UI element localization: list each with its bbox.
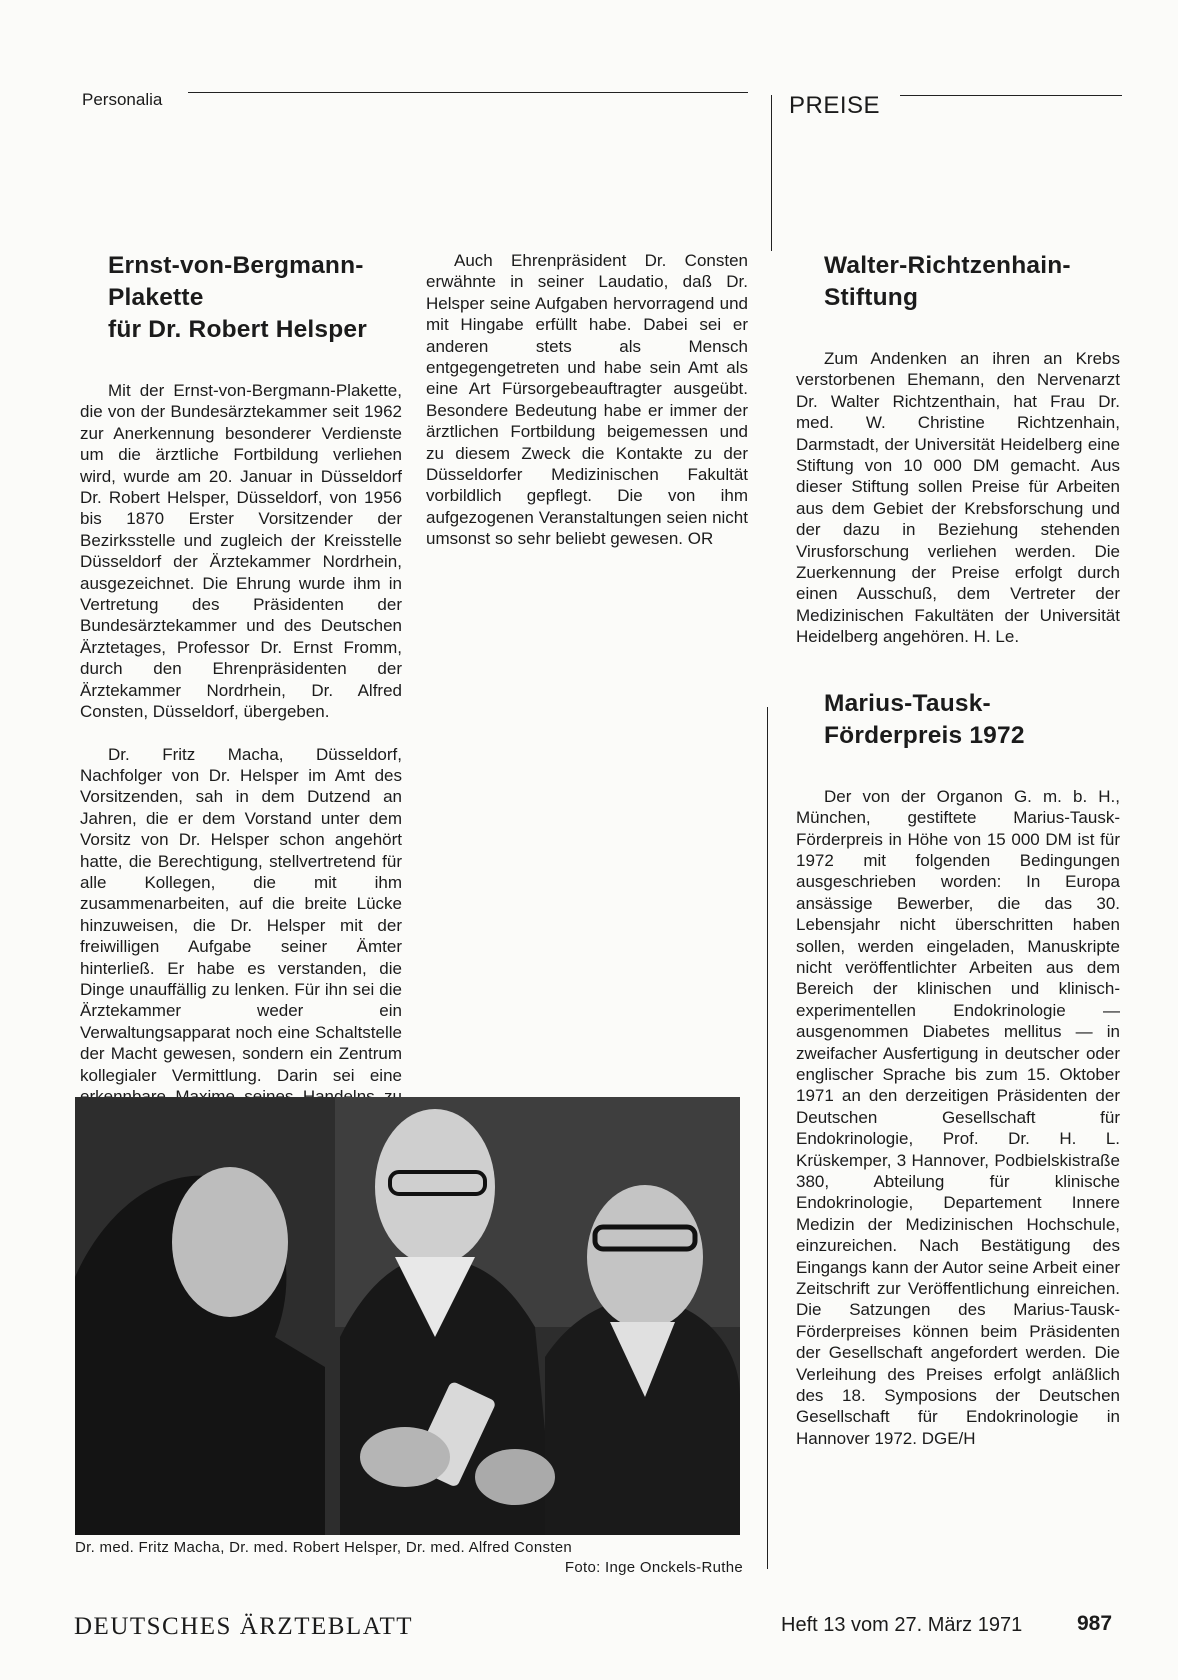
photo-credit: Foto: Inge Onckels-Ruthe xyxy=(564,1559,743,1576)
journal-name: DEUTSCHES ÄRZTEBLATT xyxy=(74,1613,414,1640)
category-label: PREISE xyxy=(789,92,881,119)
section-label: Personalia xyxy=(82,90,163,109)
article-tausk-title xyxy=(824,688,1120,752)
title-line: Förderpreis 1972 xyxy=(824,721,1025,749)
title-line: für Dr. Robert Helsper xyxy=(108,316,367,343)
title-line: Ernst-von-Bergmann- xyxy=(108,252,364,279)
issue-info: Heft 13 vom 27. März 1971 xyxy=(781,1614,1023,1636)
article-tausk-body: Der von der Organon G. m. b. H., München, gestiftete Marius-Tausk-Förderpreis in Höhe von 15 000 DM ist für 1972 mit folgenden Bedingungen ausgeschrieben worden: In Europa ansässige Bewerber, die das 30. Lebensjahr nicht überschritten haben sollen, werden eingeladen, Manuskripte nicht veröffentlichter Arbeiten aus dem Bereich der klinischen und klinisch-experimentellen Endokrinologie — ausgenommen Diabetes mellitus — in zweifacher Ausfertigung in deutscher oder englischer Sprache bis zum 15. Oktober 1971 an den derzeitigen Präsidenten der Deutschen Gesellschaft für Endokrinologie, Prof. Dr. H. L. Krüskemper, 3 Hannover, Podbielskistraße 380, Abteilung für klinische Endokrinologie, Departement Innere Medizin der Medizinischen Hochschule, einzureichen. Nach Bestätigung des Eingangs kann der Autor seine Arbeit einer Zeitschrift zur Veröffentlichung einreichen. Die Satzungen des Marius-Tausk-Förderpreises können beim Präsidenten der Gesellschaft angefordert werden. Die Verleihung des Preises erfolgt anläßlich des 18. Symposions der Deutschen Gesellschaft für Endokrinologie in Hannover 1972. DGE/H xyxy=(796,786,1120,1448)
article-bergmann-col2 xyxy=(426,250,748,571)
header-rule-right xyxy=(900,95,1122,96)
photo-caption-names: Dr. med. Fritz Macha, Dr. med. Robert Helsper, Dr. med. Alfred Consten xyxy=(75,1539,573,1556)
header-rule-left xyxy=(188,92,748,93)
title-line: Stiftung xyxy=(824,284,919,311)
article-richtzenhain-title xyxy=(824,250,1120,314)
article-bergmann-paragraph-2: Dr. Fritz Macha, Düsseldorf, Nachfolger von Dr. Helsper im Amt des Vorsitzenden, sah in dem Dutzend an Jahren, die er dem Vorstand unter dem Vorsitz von Dr. Helsper schon angehört hatte, die Berechtigung, stellvertretend für alle Kollegen, die mit ihm zusammenarbeiten, auf die breite Lücke hinzuweisen, die Dr. Helsper mit der freiwilligen Aufgabe seiner Ämter hinterließ. Er habe es verstanden, die Dinge unauffällig zu lenken. Für ihn sei die Ärztekammer weder ein Verwaltungsapparat noch eine Schaltstelle der Macht gewesen, sondern ein Zentrum kollegialer Vermittlung. Darin sei eine xyxy=(80,744,402,1085)
title-line: Marius-Tausk- xyxy=(824,689,991,717)
column-divider-top xyxy=(771,95,772,251)
photo-caption xyxy=(75,1538,743,1578)
article-right-column xyxy=(796,250,1120,1470)
page-number: 987 xyxy=(1077,1612,1113,1635)
article-bergmann-paragraph-1: Mit der Ernst-von-Bergmann-Plakette, die von der Bundesärztekammer seit 1962 zur Anerkennung besonderer Verdienste um die ärztliche Fortbildung verliehen wird, wurde am 20. Januar in Düsseldorf Dr. Robert Helsper, Düsseldorf, von 1956 bis 1870 Erster Vorsitzender der Bezirksstelle und zugleich der Kreisstelle Düsseldorf der Ärztekammer Nordrhein, ausgezeichnet. Die Ehrung wurde ihm in Vertretung des Präsidenten der Bundesärztekammer und des Deutschen Ärztetages, Professor Dr. Ernst Fromm, durch den Ehrenpräsidenten der Ärztekammer Nordrhein, Dr. Alfred Consten, Düsseldorf, übergeben. xyxy=(80,381,402,722)
title-line: Walter-Richtzenhain- xyxy=(824,252,1071,279)
photo-illustration xyxy=(75,1097,740,1535)
title-line: Plakette xyxy=(108,284,204,311)
article-bergmann-title xyxy=(108,250,402,346)
article-richtzenhain-body: Zum Andenken an ihren an Krebs verstorbenen Ehemann, den Nervenarzt Dr. Walter Richtzenthain, hat Frau Dr. med. W. Christine Richtzenhain, Darmstadt, der Universität Heidelberg eine Stiftung von 10 000 DM gemacht. Aus dieser Stiftung sollen Preise für Arbeiten aus dem Gebiet der Krebsforschung und der dazu in Beziehung stehenden Virusforschung verliehen werden. Die Zuerkennung der Preise erfolgt durch einen Ausschuß, dem Vertreter der Medizinischen Fakultäten der Universität Heidelberg angehören. H. Le. xyxy=(796,349,1120,647)
award-photo xyxy=(75,1097,740,1535)
article-bergmann-paragraph-3: Auch Ehrenpräsident Dr. Consten erwähnte in seiner Laudatio, daß Dr. Helsper seine Aufgaben hervorragend und mit Hingabe erfüllt habe. Dabei sei er anderen stets als Mensch entgegengetreten und habe sein Amt als eine Art Fürsorgebeauftragter ausgeübt. Besondere Bedeutung habe er immer der ärztlichen Fortbildung beigemessen und zu diesem Zweck die Kontakte zu der Düsseldorfer Medizinischen Fakultät vorbildlich gepflegt. Die von ihm aufgezogenen Veranstaltungen seien nicht umsonst so sehr beliebt gewesen. OR xyxy=(426,251,748,549)
column-divider-bottom xyxy=(767,707,768,1569)
